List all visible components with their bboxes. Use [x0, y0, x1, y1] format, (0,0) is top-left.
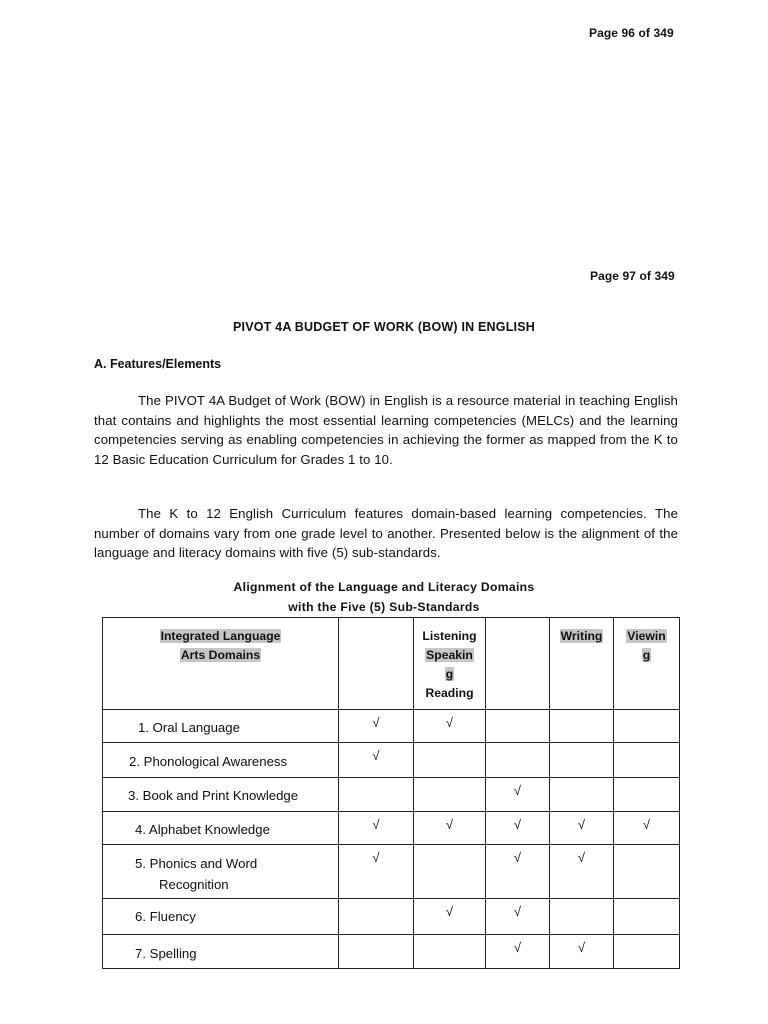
domain-label	[103, 899, 339, 935]
document-title: PIVOT 4A BUDGET OF WORK (BOW) IN ENGLISH	[233, 320, 535, 334]
header-col2	[339, 618, 414, 710]
check-cell	[414, 710, 486, 743]
check-cell	[486, 710, 550, 743]
check-mark: √	[372, 850, 380, 865]
check-mark: √	[372, 715, 380, 730]
header-viewing-line2: g	[642, 648, 651, 662]
domain-label-line1: 1. Oral Language	[138, 720, 240, 735]
table-caption-line1: Alignment of the Language and Literacy Domains	[233, 580, 535, 594]
check-cell	[614, 710, 680, 743]
domain-label-line2: Recognition	[159, 877, 229, 892]
domain-label	[103, 935, 339, 969]
header-speaking-line1: Speakin	[426, 648, 473, 662]
header-domains-line1: Integrated Language	[160, 629, 281, 643]
check-cell	[614, 812, 680, 845]
check-cell	[414, 935, 486, 969]
check-mark: √	[513, 817, 522, 832]
check-cell	[339, 935, 414, 969]
check-cell	[550, 935, 614, 969]
table-caption-line2: with the Five (5) Sub-Standards	[288, 600, 480, 614]
table-row	[103, 935, 680, 969]
check-mark: √	[445, 715, 454, 730]
check-cell	[339, 845, 414, 899]
page-number-97: Page 97 of 349	[590, 269, 675, 283]
check-cell	[614, 845, 680, 899]
check-cell	[486, 899, 550, 935]
domain-label	[103, 743, 339, 778]
check-cell	[486, 935, 550, 969]
check-cell	[339, 812, 414, 845]
alignment-table	[102, 617, 680, 969]
domain-label	[103, 710, 339, 743]
domain-label	[103, 812, 339, 845]
header-col4	[486, 618, 550, 710]
check-cell	[550, 743, 614, 778]
check-mark: √	[445, 904, 454, 919]
table-body	[103, 710, 680, 969]
check-cell	[550, 812, 614, 845]
check-mark: √	[372, 748, 380, 763]
check-cell	[486, 845, 550, 899]
table-row	[103, 899, 680, 935]
check-mark: √	[513, 904, 522, 919]
check-cell	[614, 899, 680, 935]
check-cell	[339, 778, 414, 812]
header-listening	[414, 618, 486, 710]
check-cell	[414, 845, 486, 899]
header-domains	[103, 618, 339, 710]
check-mark: √	[513, 783, 522, 798]
table-row	[103, 778, 680, 812]
check-mark: √	[513, 940, 522, 955]
domain-label	[103, 845, 339, 899]
header-speaking-line2: g	[445, 667, 454, 681]
header-domains-line2: Arts Domains	[180, 648, 261, 662]
check-cell	[550, 710, 614, 743]
table-header-row	[103, 618, 680, 710]
check-mark: √	[577, 850, 586, 865]
check-cell	[486, 778, 550, 812]
header-viewing	[614, 618, 680, 710]
table-row	[103, 845, 680, 899]
header-reading: Reading	[425, 686, 474, 700]
domain-label-line1: 4. Alphabet Knowledge	[135, 822, 270, 837]
paragraph-curriculum: The K to 12 English Curriculum features domain-based learning competencies. The number of domains vary from one grade level to another. Presented below is the alignment of the language and literacy domains with five (5) sub-standards.	[94, 506, 678, 560]
header-listening-line1: Listening	[422, 629, 477, 643]
check-mark: √	[445, 817, 454, 832]
table-row	[103, 710, 680, 743]
check-cell	[339, 899, 414, 935]
domain-label-line1: 2. Phonological Awareness	[129, 754, 288, 769]
paragraph-features: The PIVOT 4A Budget of Work (BOW) in English is a resource material in teaching English that contains and highlights the most essential learning competencies (MELCs) and the learning competencies serving as enabling competencies in achieving the former as mapped from the K to 12 Basic Education Curriculum for Grades 1 to 10.	[94, 393, 678, 467]
check-cell	[614, 743, 680, 778]
domain-label-line1: 3. Book and Print Knowledge	[128, 788, 299, 803]
page-number-96: Page 96 of 349	[589, 26, 674, 40]
check-cell	[614, 778, 680, 812]
check-cell	[339, 710, 414, 743]
domain-label	[103, 778, 339, 812]
check-cell	[614, 935, 680, 969]
check-mark: √	[642, 817, 651, 832]
check-cell	[414, 899, 486, 935]
domain-label-line1: 6. Fluency	[135, 909, 196, 924]
check-cell	[414, 743, 486, 778]
check-cell	[550, 845, 614, 899]
table-row	[103, 743, 680, 778]
check-mark: √	[513, 850, 522, 865]
header-viewing-line1: Viewin	[627, 629, 666, 643]
check-cell	[486, 812, 550, 845]
check-mark: √	[577, 940, 586, 955]
domain-label-line1: 7. Spelling	[135, 946, 197, 961]
section-heading: A. Features/Elements	[94, 357, 222, 371]
check-cell	[550, 778, 614, 812]
domain-label-line1: 5. Phonics and Word	[135, 856, 258, 871]
check-cell	[414, 812, 486, 845]
check-cell	[414, 778, 486, 812]
check-cell	[550, 899, 614, 935]
check-mark: √	[372, 817, 380, 832]
header-writing-label: Writing	[560, 629, 603, 643]
check-mark: √	[577, 817, 586, 832]
check-cell	[486, 743, 550, 778]
check-cell	[339, 743, 414, 778]
table-row	[103, 812, 680, 845]
header-writing	[550, 618, 614, 710]
